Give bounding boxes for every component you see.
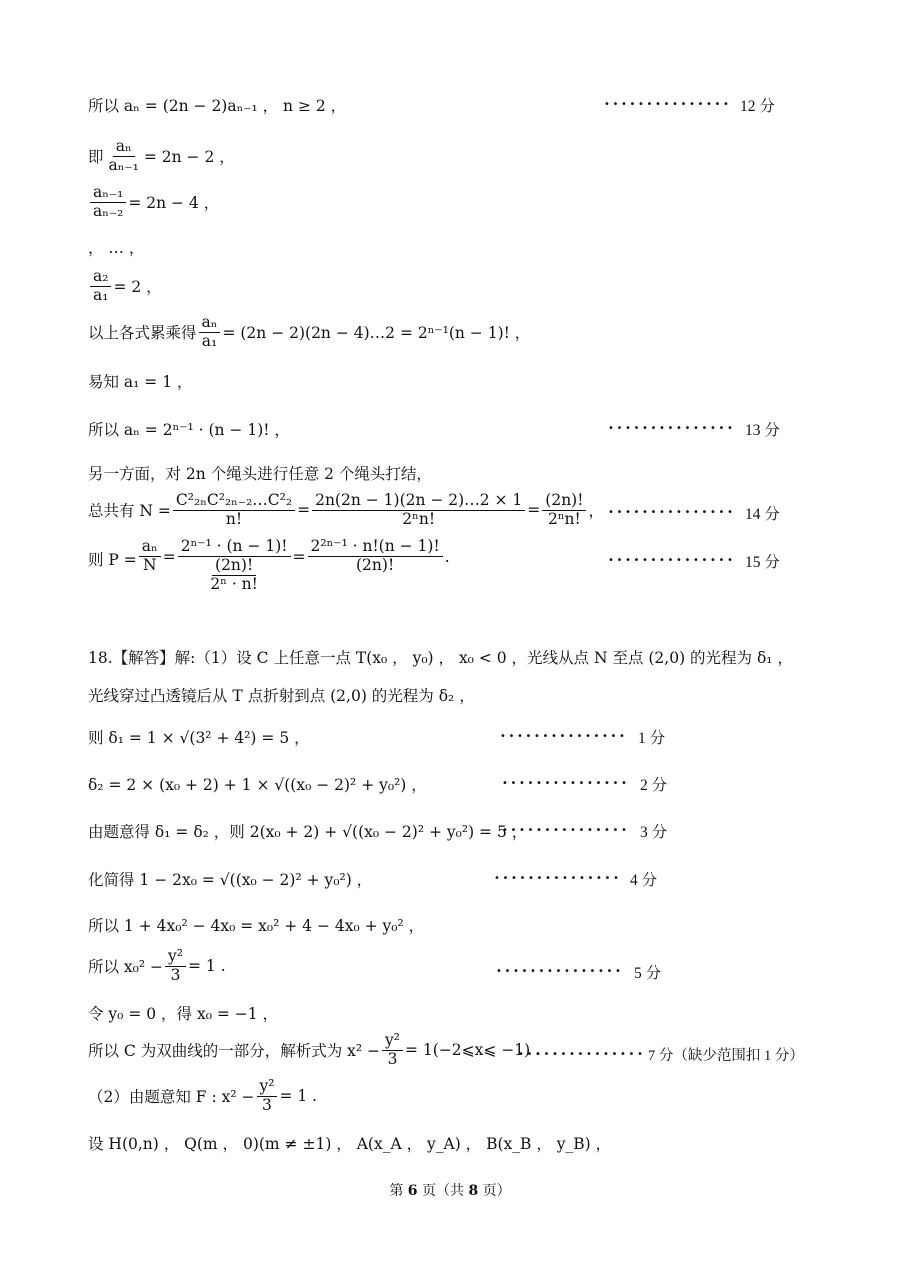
fraction-numerator: y² — [382, 1032, 403, 1051]
fraction-denominator: a₁ — [201, 331, 218, 350]
text-line — [88, 646, 793, 668]
leader-dots: ••••••••••••••• — [608, 423, 736, 434]
line-text: 化简得 1 − 2x₀ = √((x₀ − 2)² + y₀²) ， — [88, 871, 373, 889]
fraction-numerator: y² — [165, 948, 186, 967]
line-suffix: = 1(−2⩽x⩽ −1) . — [405, 1041, 541, 1060]
line-prefix: 则 P = — [88, 551, 137, 569]
line-suffix: = 2n − 4 ， — [128, 194, 220, 213]
leader-dots: ••••••••••••••• — [494, 873, 622, 884]
line-suffix: = 2n − 2 ， — [143, 148, 235, 167]
fraction — [308, 538, 443, 575]
text-line — [88, 914, 424, 936]
leader-dots: ••••••••••••••• — [502, 778, 630, 789]
text-line — [88, 492, 604, 529]
fraction — [542, 492, 586, 529]
fraction-numerator: aₙ — [113, 138, 135, 157]
text-line — [88, 184, 219, 221]
fraction-denominator: 3 — [170, 965, 181, 984]
fraction-numerator: (2n)! — [542, 492, 586, 511]
fraction-denominator: aₙ₋₂ — [93, 201, 124, 220]
text-line — [88, 948, 226, 985]
leader-dots: ••••••••••••••• — [500, 731, 628, 742]
fraction — [90, 184, 126, 221]
fraction-numerator: 2ⁿ⁻¹ · (n − 1)! — [178, 538, 291, 557]
footer-prefix: 第 — [389, 1183, 404, 1199]
fraction — [312, 492, 525, 529]
line-suffix: . — [444, 548, 450, 566]
footer-middle: 页（共 — [422, 1183, 464, 1199]
score-label: 5 分 — [634, 965, 662, 982]
equals-sign: = — [292, 548, 306, 566]
line-suffix: ， — [588, 502, 604, 521]
line-prefix: 所以 x₀² − — [88, 958, 164, 977]
fraction — [106, 138, 142, 175]
line-text: 另一方面，对 2n 个绳头进行任意 2 个绳头打结， — [88, 465, 432, 483]
line-text: δ₂ = 2 × (x₀ + 2) + 1 × √((x₀ − 2)² + y₀²) ， — [88, 776, 427, 794]
text-line — [88, 370, 193, 392]
line-text: 令 y₀ = 0 ，得 x₀ = −1 ， — [88, 1005, 279, 1023]
text-line — [88, 138, 235, 175]
leader-dots: ••••••••••••••• — [502, 825, 630, 836]
fraction-numerator: y² — [257, 1078, 278, 1097]
line-suffix: = 1 . — [188, 957, 226, 976]
text-line — [88, 1078, 317, 1115]
fraction-numerator: C²₂ₙC²₂ₙ₋₂…C²₂ — [173, 492, 295, 511]
score-label: 15 分 — [745, 554, 780, 571]
fraction-denominator: n! — [225, 509, 243, 528]
line-text: 易知 a₁ = 1 ， — [88, 373, 193, 391]
line-text: 设 H(0,n) ， Q(m ， 0)(m ≠ ±1) ， A(x_A ， y_A) ， B(x_B ， y_B) ， — [88, 1135, 612, 1153]
line-text: 光线穿过凸透镜后从 T 点折射到点 (2,0) 的光程为 δ₂ ， — [88, 687, 475, 705]
leader-dots: ••••••••••••••• — [496, 966, 624, 977]
fraction-numerator: 2n(2n − 1)(2n − 2)…2 × 1 — [312, 492, 525, 511]
fraction-denominator — [202, 557, 266, 594]
score-label: 12 分 — [740, 98, 775, 115]
score-label: 14 分 — [745, 506, 780, 523]
fraction-numerator: aₙ — [139, 538, 161, 557]
fraction-denominator: 3 — [387, 1049, 398, 1068]
fraction-denominator: 2ⁿn! — [547, 509, 581, 528]
equals-sign: = — [162, 548, 176, 566]
fraction-denominator: N — [142, 555, 157, 574]
line-suffix: = 1 . — [279, 1087, 318, 1106]
fraction-denominator: 2ⁿ · n! — [210, 574, 258, 593]
total-pages: 8 — [468, 1183, 479, 1199]
line-text: 所以 aₙ = (2n − 2)aₙ₋₁ ， n ≥ 2 ， — [88, 97, 347, 115]
leader-dots: ••••••••••••••• — [604, 99, 732, 110]
fraction-numerator: a₂ — [90, 268, 111, 287]
line-prefix: 即 — [88, 148, 104, 167]
score-label: 7 分（缺少范围扣 1 分） — [648, 1048, 804, 1064]
score-label: 4 分 — [630, 872, 658, 889]
text-line — [88, 236, 144, 258]
equals-sign: = — [527, 501, 541, 520]
text-line — [88, 314, 530, 351]
line-text: 18.【解答】解:（1）设 C 上任意一点 T(x₀ ， y₀) ， x₀ < 0 ，光线从点 N 至点 (2,0) 的光程为 δ₁ ， — [88, 649, 793, 667]
fraction — [173, 492, 295, 529]
score-label: 3 分 — [640, 824, 668, 841]
line-prefix: 总共有 N = — [88, 502, 171, 521]
line-suffix: = (2n − 2)(2n − 4)…2 = 2ⁿ⁻¹(n − 1)! ， — [222, 324, 531, 343]
text-line — [88, 820, 527, 842]
text-line — [88, 868, 372, 890]
line-text: 则 δ₁ = 1 × √(3² + 4²) = 5 ， — [88, 729, 310, 747]
score-label: 1 分 — [638, 730, 666, 747]
leader-dots: ••••••••••••••• — [608, 555, 736, 566]
nested-fraction — [207, 557, 261, 594]
fraction-numerator: 2²ⁿ⁻¹ · n!(n − 1)! — [308, 538, 443, 557]
text-line — [88, 1032, 540, 1069]
text-line — [88, 268, 162, 305]
line-prefix: 所以 C 为双曲线的一部分，解析式为 x² − — [88, 1042, 381, 1061]
line-text: ， … ， — [88, 239, 145, 257]
fraction — [382, 1032, 403, 1069]
page-footer — [0, 1180, 900, 1200]
line-text: 所以 1 + 4x₀² − 4x₀ = x₀² + 4 − 4x₀ + y₀² ， — [88, 917, 425, 935]
text-line — [88, 538, 450, 593]
line-suffix: = 2 ， — [113, 278, 162, 297]
fraction-numerator: aₙ₋₁ — [90, 184, 126, 203]
leader-dots: ••••••••••••••• — [608, 507, 736, 518]
text-line — [88, 684, 475, 706]
leader-dots: ••••••••••••••• — [518, 1049, 646, 1060]
line-text: 所以 aₙ = 2ⁿ⁻¹ · (n − 1)! ， — [88, 421, 290, 439]
page-number: 6 — [407, 1183, 418, 1199]
fraction-numerator: aₙ — [199, 314, 221, 333]
text-line — [88, 418, 290, 440]
text-line — [88, 726, 310, 748]
fraction — [90, 268, 111, 305]
footer-suffix: 页） — [482, 1183, 511, 1199]
text-line — [88, 94, 346, 116]
line-prefix: 以上各式累乘得 — [88, 324, 197, 343]
text-line — [88, 462, 432, 484]
line-text: 由题意得 δ₁ = δ₂ ，则 2(x₀ + 2) + √((x₀ − 2)² + y₀²) = 5 ， — [88, 823, 528, 841]
text-line — [88, 773, 427, 795]
text-line — [88, 1132, 611, 1154]
fraction — [178, 538, 291, 593]
score-label: 13 分 — [745, 422, 780, 439]
equals-sign: = — [297, 501, 311, 520]
fraction-denominator: 2ⁿn! — [402, 509, 436, 528]
fraction — [257, 1078, 278, 1115]
fraction — [139, 538, 161, 575]
fraction-denominator: aₙ₋₁ — [108, 155, 139, 174]
fraction-denominator: a₁ — [93, 285, 109, 304]
fraction — [165, 948, 186, 985]
line-prefix: （2）由题意知 F : x² − — [88, 1088, 255, 1107]
fraction-denominator: (2n)! — [356, 555, 395, 574]
text-line — [88, 1002, 278, 1024]
fraction-numerator: (2n)! — [212, 557, 256, 576]
score-label: 2 分 — [640, 777, 668, 794]
fraction — [199, 314, 221, 351]
fraction-denominator: 3 — [262, 1095, 272, 1114]
